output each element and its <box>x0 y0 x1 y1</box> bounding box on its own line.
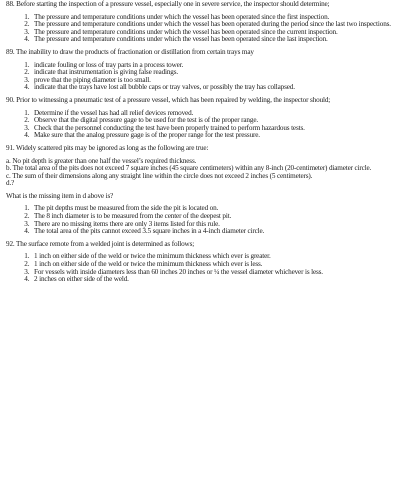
question-90 <box>6 97 410 140</box>
question-91-option-3: 3. There are no missing items there are only 3 items listed for this rule. <box>31 221 410 229</box>
document-page <box>6 1 410 289</box>
question-91-option-2: 2. The 8 inch diameter is to be measured from the center of the deepest pit. <box>31 213 410 221</box>
question-92 <box>6 241 410 284</box>
question-91-condition-c: c. The sum of their dimensions along any straight line within the circle does not exceed 2 inches (5 centimeters). <box>6 171 313 180</box>
question-89-option-1: 1. indicate fouling or loss of tray parts in a process tower. <box>31 62 410 70</box>
question-89-option-4: 4. indicate that the trays have lost all bubble caps or tray valves, or possibly the tray has collapsed. <box>31 84 410 92</box>
question-92-option-1: 1. 1 inch on either side of the weld or twice the minimum thickness which ever is greater. <box>31 253 410 261</box>
question-91-condition-a: a. No pit depth is greater than one half the vessel’s required thickness. <box>6 156 197 165</box>
question-89-stem: 89. The inability to draw the products of fractionation or distillation from certain trays may <box>6 47 254 56</box>
question-90-stem: 90. Prior to witnessing a pneumatic test of a pressure vessel, which has been repaired by welding, the inspector should; <box>6 95 331 104</box>
question-90-option-1: 1. Determine if the vessel has had all relief devices removed. <box>31 110 410 118</box>
question-89 <box>6 49 410 92</box>
question-91-option-4: 4. The total area of the pits cannot exceed 3.5 square inches in a 4-inch diameter circle. <box>31 228 410 236</box>
question-88-option-4: 4. The pressure and temperature conditions under which the vessel has been operated since the last inspection. <box>31 36 410 44</box>
question-91 <box>6 145 410 236</box>
question-88 <box>6 1 410 44</box>
question-88-option-3: 3. The pressure and temperature conditions under which the vessel has been operated since the current inspection. <box>31 29 410 37</box>
question-89-options <box>6 62 410 92</box>
question-91-stem: 91. Widely scattered pits may be ignored as long as the following are true: <box>6 143 209 152</box>
question-90-option-4: 4. Make sure that the analog pressure gage is of the proper range for the test pressure. <box>31 132 410 140</box>
question-92-option-2: 2. 1 inch on either side of the weld or twice the minimum thickness which ever is less. <box>31 261 410 269</box>
question-90-options <box>6 110 410 140</box>
question-91-options <box>6 205 410 235</box>
question-92-options <box>6 253 410 283</box>
question-91-condition-b: b. The total area of the pits does not exceed 7 square inches (45 square centimeters) within any 8-inch (20-centimeter) diameter circle. <box>6 164 372 173</box>
question-88-stem: 88. Before starting the inspection of a pressure vessel, especially one in severe service, the inspector should determine; <box>6 0 330 8</box>
question-88-option-2: 2. The pressure and temperature conditions under which the vessel has been operated during the period since the last two inspections. <box>31 21 410 29</box>
question-91-subquestion: What is the missing item in d above is? <box>6 191 114 200</box>
question-92-option-4: 4. 2 inches on either side of the weld. <box>31 276 410 284</box>
question-89-option-3: 3. prove that the piping diameter is too small. <box>31 77 410 85</box>
question-92-option-3: 3. For vessels with inside diameters less than 60 inches 20 inches or ¼ the vessel diameter whichever is less. <box>31 269 410 277</box>
question-92-stem: 92. The surface remote from a welded joint is determined as follows; <box>6 239 195 248</box>
question-88-option-1: 1. The pressure and temperature conditions under which the vessel has been operated since the first inspection. <box>31 14 410 22</box>
question-88-options <box>6 14 410 44</box>
question-90-option-3: 3. Check that the personnel conducting the test have been properly trained to perform hazardous tests. <box>31 125 410 133</box>
question-89-option-2: 2. indicate that instrumentation is giving false readings. <box>31 69 410 77</box>
question-91-condition-d: d.? <box>6 179 15 188</box>
question-90-option-2: 2. Observe that the digital pressure gage to be used for the test is of the proper range. <box>31 117 410 125</box>
question-91-option-1: 1. The pit depths must be measured from the side the pit is located on. <box>31 205 410 213</box>
